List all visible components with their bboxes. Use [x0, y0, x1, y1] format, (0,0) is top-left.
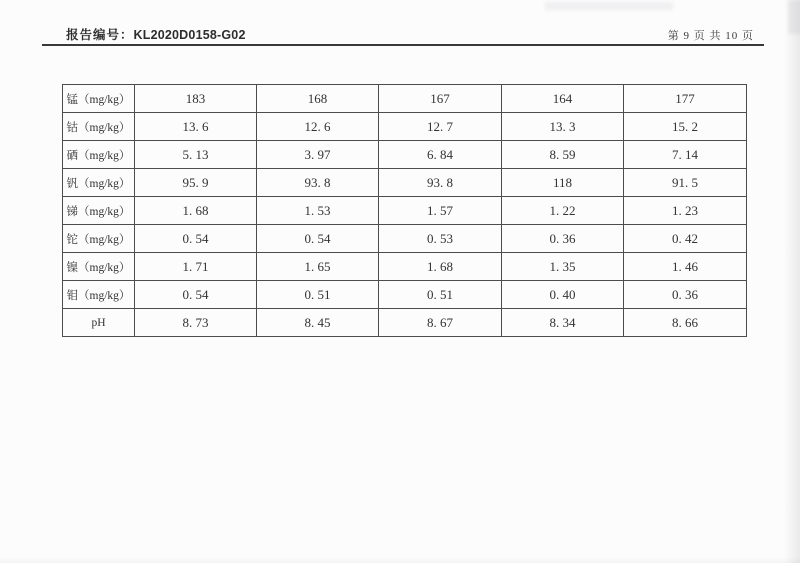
row-label: 锰（mg/kg） — [63, 85, 135, 113]
table-cell: 13. 6 — [135, 113, 257, 141]
table-cell: 0. 42 — [624, 225, 747, 253]
table-row-co — [63, 113, 747, 141]
table-cell: 0. 54 — [135, 281, 257, 309]
row-label: 锑（mg/kg） — [63, 197, 135, 225]
table-row-mn — [63, 85, 747, 113]
table-cell: 1. 35 — [502, 253, 624, 281]
table-cell: 8. 45 — [257, 309, 379, 337]
table-cell: 1. 23 — [624, 197, 747, 225]
table-cell: 3. 97 — [257, 141, 379, 169]
table-row-mo — [63, 281, 747, 309]
table-cell: 168 — [257, 85, 379, 113]
table-cell: 1. 22 — [502, 197, 624, 225]
table-cell: 93. 8 — [257, 169, 379, 197]
table-cell: 177 — [624, 85, 747, 113]
scan-edge-shadow-bottom — [0, 557, 800, 563]
table-cell: 93. 8 — [379, 169, 502, 197]
header-rule — [42, 44, 764, 46]
table-cell: 95. 9 — [135, 169, 257, 197]
table-cell: 1. 46 — [624, 253, 747, 281]
table-row-tl — [63, 225, 747, 253]
row-label: pH — [63, 309, 135, 337]
table-cell: 8. 67 — [379, 309, 502, 337]
table-cell: 0. 40 — [502, 281, 624, 309]
table-cell: 0. 54 — [135, 225, 257, 253]
table-cell: 0. 54 — [257, 225, 379, 253]
table-cell: 164 — [502, 85, 624, 113]
table-cell: 1. 68 — [379, 253, 502, 281]
table-cell: 12. 7 — [379, 113, 502, 141]
report-number-label: 报告编号： — [66, 28, 134, 42]
table-cell: 0. 51 — [379, 281, 502, 309]
table-cell: 6. 84 — [379, 141, 502, 169]
row-label: 铊（mg/kg） — [63, 225, 135, 253]
table-row-ph — [63, 309, 747, 337]
table-cell: 118 — [502, 169, 624, 197]
table-cell: 91. 5 — [624, 169, 747, 197]
table-cell: 15. 2 — [624, 113, 747, 141]
row-label: 钒（mg/kg） — [63, 169, 135, 197]
table-cell: 1. 65 — [257, 253, 379, 281]
table-cell: 12. 6 — [257, 113, 379, 141]
table-cell: 1. 53 — [257, 197, 379, 225]
scan-edge-shadow-right — [784, 0, 800, 563]
report-number-value: KL2020D0158-G02 — [133, 28, 246, 42]
table-cell: 1. 68 — [135, 197, 257, 225]
row-label: 硒（mg/kg） — [63, 141, 135, 169]
table-row-ni — [63, 253, 747, 281]
table-cell: 167 — [379, 85, 502, 113]
table-cell: 0. 36 — [624, 281, 747, 309]
table-cell: 183 — [135, 85, 257, 113]
analyte-results-table — [62, 84, 747, 337]
report-number-header — [66, 25, 246, 43]
table-cell: 8. 66 — [624, 309, 747, 337]
row-label: 镍（mg/kg） — [63, 253, 135, 281]
table-row-v — [63, 169, 747, 197]
page-indicator: 第 9 页 共 10 页 — [667, 30, 754, 42]
table-cell: 8. 73 — [135, 309, 257, 337]
table-cell: 0. 53 — [379, 225, 502, 253]
scan-bleed-artifact — [545, 2, 673, 10]
table-cell: 8. 59 — [502, 141, 624, 169]
table-row-sb — [63, 197, 747, 225]
table-cell: 1. 57 — [379, 197, 502, 225]
table-cell: 0. 51 — [257, 281, 379, 309]
table-cell: 13. 3 — [502, 113, 624, 141]
table-cell: 0. 36 — [502, 225, 624, 253]
table-cell: 1. 71 — [135, 253, 257, 281]
table-cell: 7. 14 — [624, 141, 747, 169]
table-row-se — [63, 141, 747, 169]
row-label: 钼（mg/kg） — [63, 281, 135, 309]
table-cell: 8. 34 — [502, 309, 624, 337]
table-cell: 5. 13 — [135, 141, 257, 169]
row-label: 钴（mg/kg） — [63, 113, 135, 141]
